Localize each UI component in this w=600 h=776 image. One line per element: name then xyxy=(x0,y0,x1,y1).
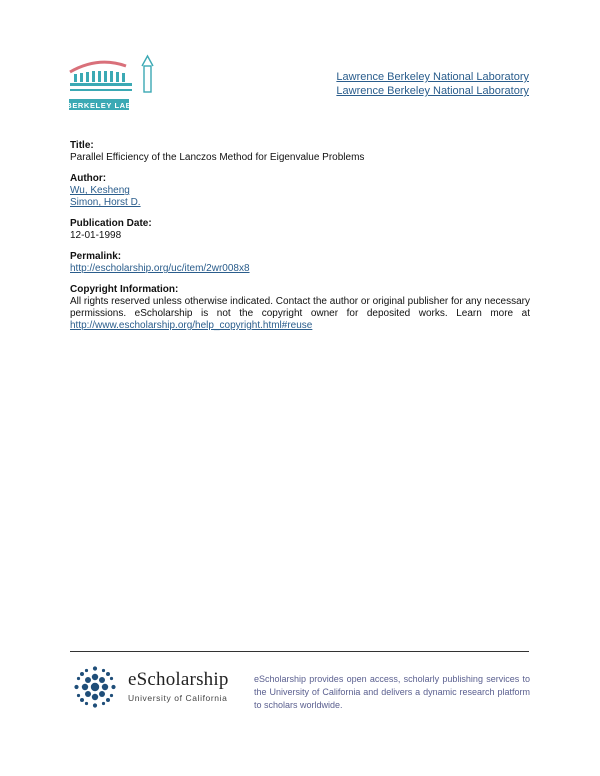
escholarship-logo xyxy=(72,664,232,716)
permalink-field xyxy=(70,250,530,275)
permalink-link[interactable]: http://escholarship.org/uc/item/2wr008x8 xyxy=(70,263,250,274)
author-link[interactable]: Wu, Kesheng xyxy=(70,185,130,196)
logo-text: BERKELEY LAB xyxy=(68,101,132,110)
berkeley-lab-logo xyxy=(68,52,160,114)
title-value: Parallel Efficiency of the Lanczos Method for Eigenvalue Problems xyxy=(70,152,365,163)
copyright-text: All rights reserved unless otherwise indicated. Contact the author or original publisher for any necessary permissions. eScholarship is not the copyright owner for deposited works. Learn more at xyxy=(70,296,530,319)
copyright-help-link[interactable]: http://www.escholarship.org/help_copyright.html#reuse xyxy=(70,320,313,331)
copyright-label: Copyright Information: xyxy=(70,284,179,295)
author-label: Author: xyxy=(70,173,107,184)
date-value: 12-01-1998 xyxy=(70,230,122,241)
permalink-label: Permalink: xyxy=(70,251,122,262)
copyright-body xyxy=(70,296,530,332)
record-metadata xyxy=(70,139,530,340)
title-field xyxy=(70,139,530,164)
author-field xyxy=(70,172,530,209)
escholarship-dots-icon xyxy=(72,664,118,710)
date-field xyxy=(70,217,530,242)
author-link[interactable]: Simon, Horst D. xyxy=(70,197,141,208)
org-link-secondary[interactable]: Lawrence Berkeley National Laboratory xyxy=(336,85,529,97)
copyright-field xyxy=(70,283,530,332)
escholarship-subtitle: University of California xyxy=(128,693,228,703)
org-link-primary[interactable]: Lawrence Berkeley National Laboratory xyxy=(336,71,529,83)
date-label: Publication Date: xyxy=(70,218,152,229)
org-links xyxy=(290,70,529,98)
title-label: Title: xyxy=(70,140,94,151)
escholarship-description: eScholarship provides open access, scholarly publishing services to the University of California and delivers a dynamic research platform to scholars worldwide. xyxy=(254,674,530,710)
escholarship-wordmark: eScholarship xyxy=(128,669,229,690)
footer-divider xyxy=(70,651,529,652)
